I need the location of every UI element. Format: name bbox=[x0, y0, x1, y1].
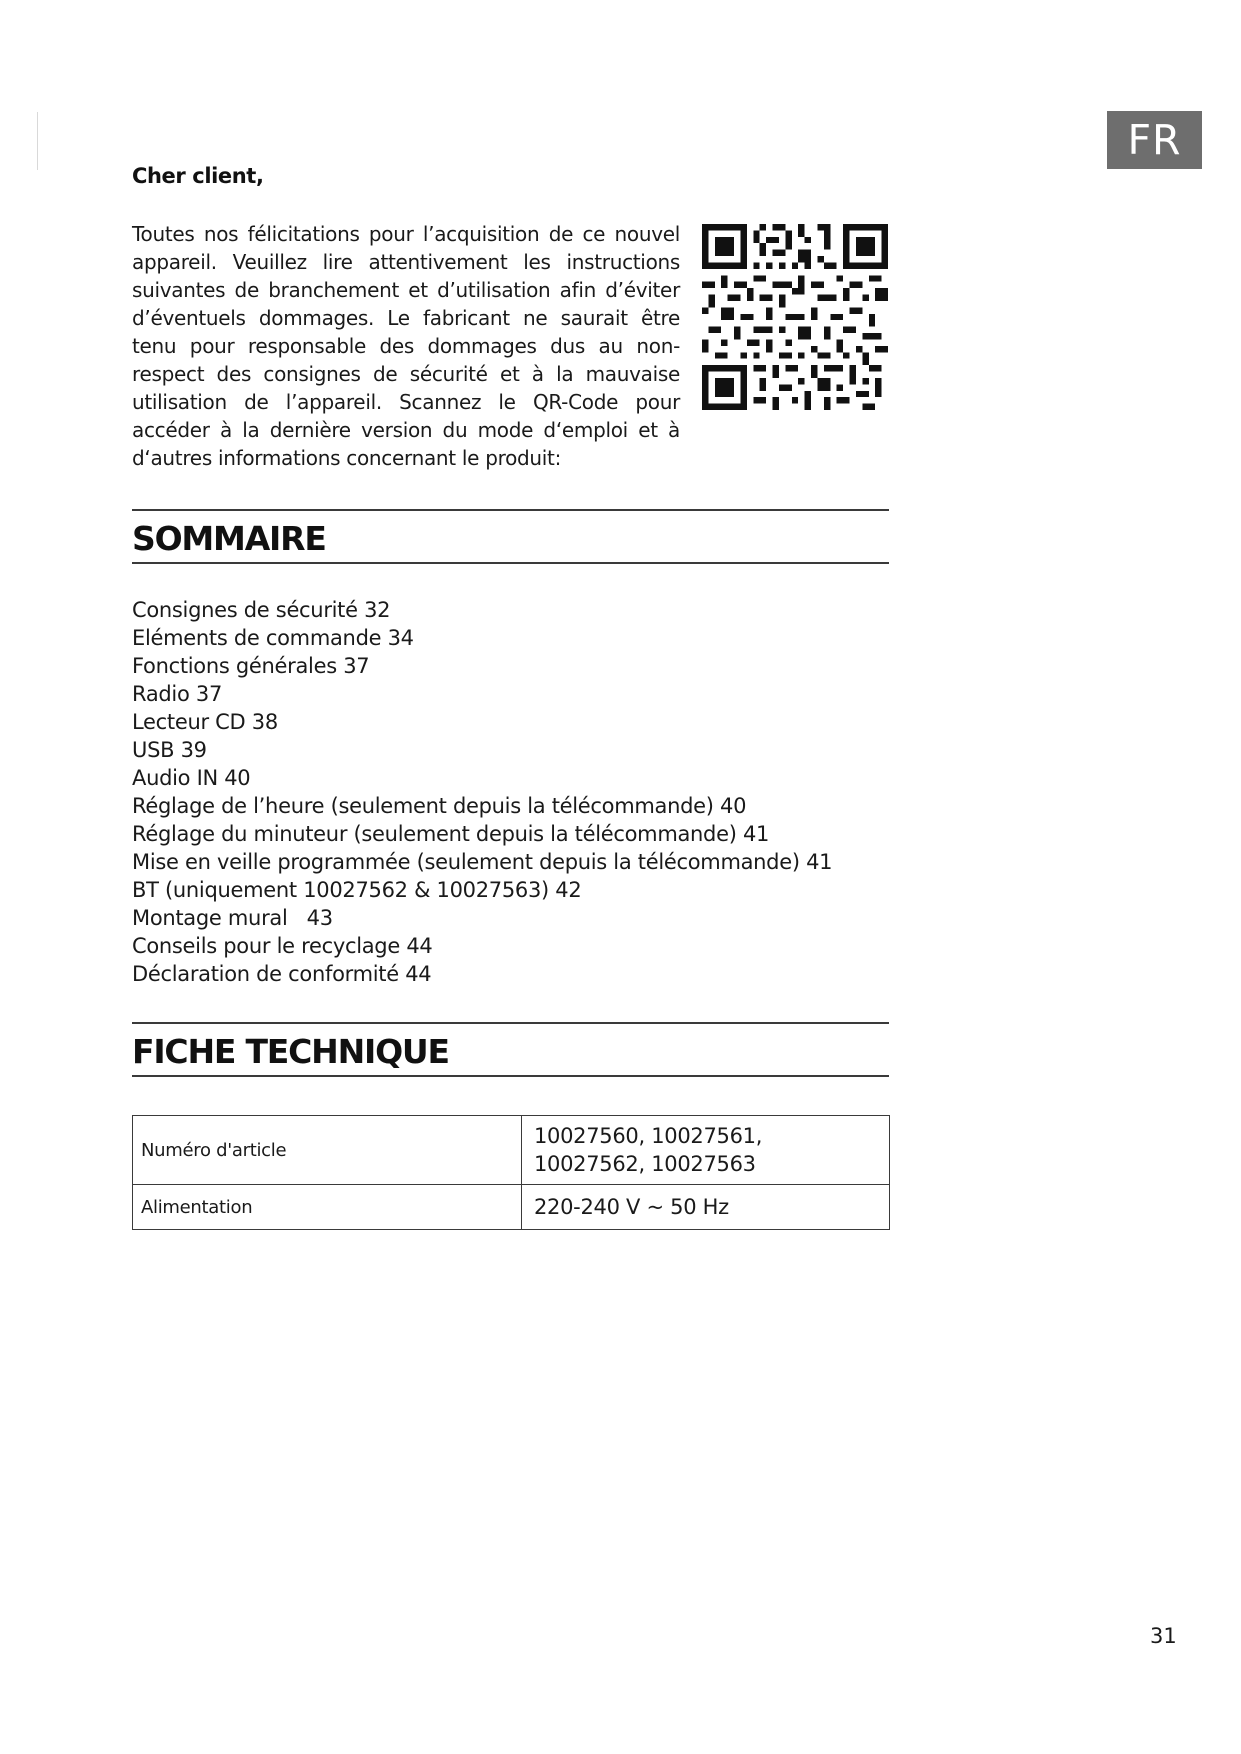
fiche-technique-title: FICHE TECHNIQUE bbox=[132, 1032, 449, 1071]
toc-item: USB 39 bbox=[132, 738, 207, 762]
margin-rule bbox=[37, 112, 38, 170]
toc-item: Eléments de commande 34 bbox=[132, 626, 414, 650]
toc-item: BT (uniquement 10027562 & 10027563) 42 bbox=[132, 878, 582, 902]
table-row bbox=[133, 1116, 890, 1185]
sommaire-title: SOMMAIRE bbox=[132, 519, 326, 558]
toc-item: Radio 37 bbox=[132, 682, 223, 706]
toc-item: Consignes de sécurité 32 bbox=[132, 598, 391, 622]
table-row bbox=[133, 1185, 890, 1230]
spec-table bbox=[132, 1115, 890, 1230]
intro-paragraph: Toutes nos félicitations pour l’acquisition de ce nouvel appareil. Veuillez lire attentivement les instructions suivantes de branchement et d’utilisation afin d’éviter d’éventuels dommages. Le fabricant ne saurait être tenu pour responsable des dommages dus au non-respect des consignes de sécurité et à la mauvaise utilisation de l’appareil. Scannez le QR-Code pour accéder à la dernière version du mode d‘emploi et à d‘autres informations concernant le produit: bbox=[132, 222, 680, 470]
toc-item: Lecteur CD 38 bbox=[132, 710, 278, 734]
toc-item: Fonctions générales 37 bbox=[132, 654, 370, 678]
toc-item: Réglage de l’heure (seulement depuis la télécommande) 40 bbox=[132, 794, 747, 818]
language-badge: FR bbox=[1107, 111, 1202, 169]
toc-item: Déclaration de conformité 44 bbox=[132, 962, 432, 986]
spec-label: Numéro d'article bbox=[133, 1116, 522, 1185]
page-number: 31 bbox=[1150, 1624, 1177, 1648]
spec-value: 220-240 V ~ 50 Hz bbox=[522, 1185, 890, 1230]
toc-item: Montage mural 43 bbox=[132, 906, 333, 930]
qr-code-icon bbox=[702, 224, 888, 410]
sommaire-heading bbox=[132, 509, 889, 564]
toc-item: Mise en veille programmée (seulement depuis la télécommande) 41 bbox=[132, 850, 833, 874]
toc-item: Audio IN 40 bbox=[132, 766, 251, 790]
spec-label: Alimentation bbox=[133, 1185, 522, 1230]
toc-item: Réglage du minuteur (seulement depuis la télécommande) 41 bbox=[132, 822, 770, 846]
greeting: Cher client, bbox=[132, 164, 264, 188]
table-of-contents bbox=[132, 596, 832, 988]
spec-value: 10027560, 10027561, 10027562, 10027563 bbox=[522, 1116, 890, 1185]
toc-item: Conseils pour le recyclage 44 bbox=[132, 934, 433, 958]
fiche-technique-heading bbox=[132, 1022, 889, 1077]
